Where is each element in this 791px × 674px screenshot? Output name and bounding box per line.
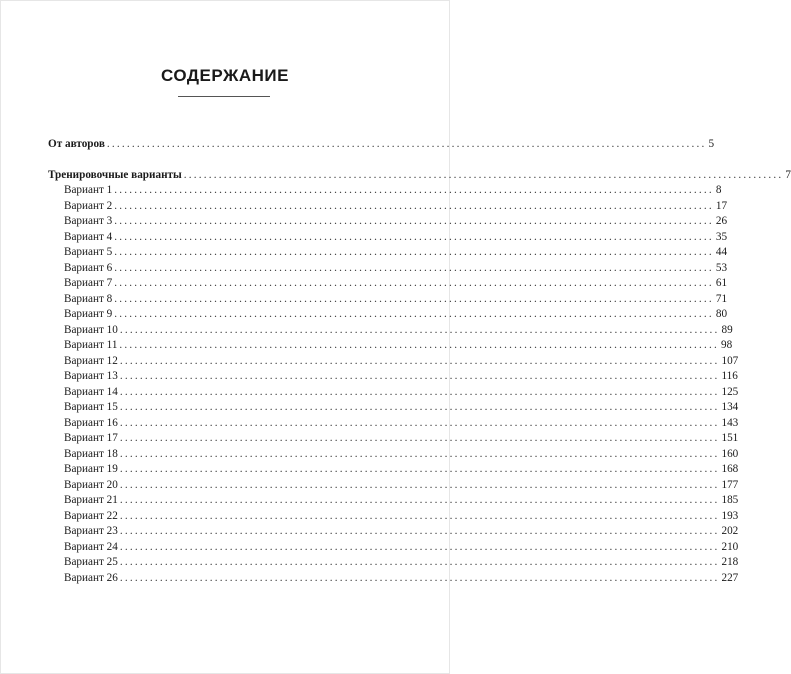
- toc-entry-variant[interactable]: [48, 230, 728, 246]
- toc-entry-training-variants[interactable]: [48, 168, 791, 184]
- toc-entry-variant[interactable]: [48, 245, 728, 261]
- toc-entry-label: От авторов: [48, 138, 105, 150]
- dot-leader: ........................................................................................................................: [114, 246, 714, 258]
- dot-leader: ........................................................................................................................: [119, 463, 720, 475]
- toc-entry-label: Вариант 19: [64, 463, 118, 475]
- toc-entry-page: 5: [708, 138, 715, 150]
- toc-entry-variant[interactable]: [48, 400, 739, 416]
- toc-entry-label: Вариант 20: [64, 478, 118, 491]
- toc-entry-variant[interactable]: [48, 555, 739, 571]
- toc-entry-label: Вариант 13: [64, 370, 118, 382]
- toc-entry-label: Вариант 23: [64, 525, 118, 537]
- toc-entry-page: 7: [785, 168, 791, 181]
- dot-leader: ........................................................................................................................: [119, 401, 720, 413]
- toc-entry-variant[interactable]: [48, 199, 728, 215]
- toc-entry-label: Вариант 7: [64, 277, 113, 289]
- toc-entry-page: 44: [715, 246, 728, 258]
- toc-entry-page: 193: [721, 509, 739, 522]
- toc-entry-label: Вариант 26: [64, 571, 118, 584]
- toc-entry-label: Вариант 2: [64, 199, 113, 212]
- toc-entry-page: 185: [721, 494, 739, 506]
- dot-leader: ........................................................................................................................: [119, 525, 720, 537]
- toc-entry-label: Вариант 16: [64, 416, 118, 429]
- toc-entry-page: 134: [721, 401, 739, 413]
- dot-leader: ........................................................................................................................: [183, 168, 784, 181]
- dot-leader: ........................................................................................................................: [114, 261, 714, 274]
- toc-entry-variant[interactable]: [48, 183, 722, 199]
- dot-leader: ........................................................................................................................: [119, 323, 720, 336]
- dot-leader: ........................................................................................................................: [114, 230, 714, 243]
- toc-entry-variant[interactable]: [48, 385, 739, 401]
- toc-entry-page: 98: [721, 339, 733, 351]
- dot-leader: ........................................................................................................................: [114, 199, 714, 212]
- toc-entry-page: 61: [715, 277, 728, 289]
- toc-entry-page: 143: [721, 416, 739, 429]
- toc-entry-page: 151: [721, 432, 739, 444]
- toc-entry-variant[interactable]: [48, 307, 728, 323]
- toc-entry-page: 210: [721, 540, 739, 553]
- toc-entry-variant[interactable]: [48, 447, 739, 463]
- toc-entry-page: 80: [715, 308, 728, 320]
- dot-leader: ........................................................................................................................: [114, 277, 714, 289]
- dot-leader: ........................................................................................................................: [119, 447, 720, 460]
- dot-leader: ........................................................................................................................: [114, 215, 714, 227]
- toc-entry-page: 202: [721, 525, 739, 537]
- toc-entry-page: 160: [721, 447, 739, 460]
- variant-list: [48, 183, 739, 586]
- toc-entry-variant[interactable]: [48, 354, 739, 370]
- dot-leader: ........................................................................................................................: [119, 432, 720, 444]
- toc-entry-variant[interactable]: [48, 493, 739, 509]
- dot-leader: ........................................................................................................................: [114, 184, 714, 196]
- toc-entry-label: Вариант 15: [64, 401, 118, 413]
- toc-entry-page: 218: [721, 556, 739, 568]
- toc-entry-page: 71: [715, 292, 728, 305]
- toc-entry-label: Вариант 11: [64, 339, 118, 351]
- toc-entry-variant[interactable]: [48, 276, 728, 292]
- toc-entry-variant[interactable]: [48, 416, 739, 432]
- toc-entry-variant[interactable]: [48, 462, 739, 478]
- toc-entry-label: Вариант 25: [64, 556, 118, 568]
- toc-entry-label: Вариант 22: [64, 509, 118, 522]
- table-of-contents: [48, 137, 791, 586]
- toc-entry-page: 177: [721, 478, 739, 491]
- toc-entry-label: Вариант 8: [64, 292, 113, 305]
- toc-entry-authors[interactable]: [48, 137, 715, 153]
- toc-entry-variant[interactable]: [48, 292, 728, 308]
- toc-entry-label: Вариант 17: [64, 432, 118, 444]
- dot-leader: ........................................................................................................................: [106, 138, 707, 150]
- toc-entry-page: 35: [715, 230, 728, 243]
- toc-entry-page: 53: [715, 261, 728, 274]
- title-underline: [178, 96, 270, 97]
- toc-entry-label: Вариант 10: [64, 323, 118, 336]
- page-title: СОДЕРЖАНИЕ: [161, 66, 289, 85]
- toc-entry-page: 125: [721, 385, 739, 398]
- toc-entry-label: Вариант 4: [64, 230, 113, 243]
- toc-entry-page: 116: [721, 370, 738, 382]
- toc-entry-label: Вариант 6: [64, 261, 113, 274]
- dot-leader: ........................................................................................................................: [119, 354, 720, 367]
- dot-leader: ........................................................................................................................: [119, 556, 720, 568]
- dot-leader: ........................................................................................................................: [114, 308, 714, 320]
- toc-entry-page: 227: [721, 571, 739, 584]
- toc-entry-variant[interactable]: [48, 338, 733, 354]
- toc-entry-label: Вариант 21: [64, 494, 118, 506]
- dot-leader: ........................................................................................................................: [119, 494, 720, 506]
- dot-leader: ........................................................................................................................: [119, 540, 720, 553]
- dot-leader: ........................................................................................................................: [119, 370, 720, 382]
- toc-entry-page: 89: [721, 323, 733, 336]
- toc-entry-label: Вариант 24: [64, 540, 118, 553]
- toc-entry-label: Вариант 9: [64, 308, 113, 320]
- toc-entry-variant[interactable]: [48, 431, 739, 447]
- toc-entry-label: Вариант 12: [64, 354, 118, 367]
- toc-entry-variant[interactable]: [48, 524, 739, 540]
- toc-entry-page: 107: [721, 354, 739, 367]
- toc-entry-page: 8: [715, 184, 722, 196]
- dot-leader: ........................................................................................................................: [119, 571, 720, 584]
- toc-entry-variant[interactable]: [48, 261, 728, 277]
- dot-leader: ........................................................................................................................: [119, 478, 720, 491]
- dot-leader: ........................................................................................................................: [119, 385, 720, 398]
- toc-entry-page: 26: [715, 215, 728, 227]
- toc-entry-label: Вариант 18: [64, 447, 118, 460]
- toc-entry-label: Тренировочные варианты: [48, 168, 182, 181]
- dot-leader: ........................................................................................................................: [119, 509, 720, 522]
- toc-entry-variant[interactable]: [48, 478, 739, 494]
- toc-entry-variant[interactable]: [48, 540, 739, 556]
- dot-leader: ........................................................................................................................: [119, 416, 720, 429]
- toc-entry-page: 168: [721, 463, 739, 475]
- toc-entry-variant[interactable]: [48, 214, 728, 230]
- dot-leader: ........................................................................................................................: [114, 292, 714, 305]
- toc-entry-label: Вариант 3: [64, 215, 113, 227]
- toc-entry-variant[interactable]: [48, 509, 739, 525]
- toc-entry-label: Вариант 5: [64, 246, 113, 258]
- toc-entry-label: Вариант 14: [64, 385, 118, 398]
- toc-entry-label: Вариант 1: [64, 184, 113, 196]
- toc-entry-variant[interactable]: [48, 571, 739, 587]
- toc-entry-variant[interactable]: [48, 369, 738, 385]
- dot-leader: ........................................................................................................................: [119, 339, 720, 351]
- section-gap: [48, 153, 404, 168]
- toc-entry-variant[interactable]: [48, 323, 733, 339]
- toc-entry-page: 17: [715, 199, 728, 212]
